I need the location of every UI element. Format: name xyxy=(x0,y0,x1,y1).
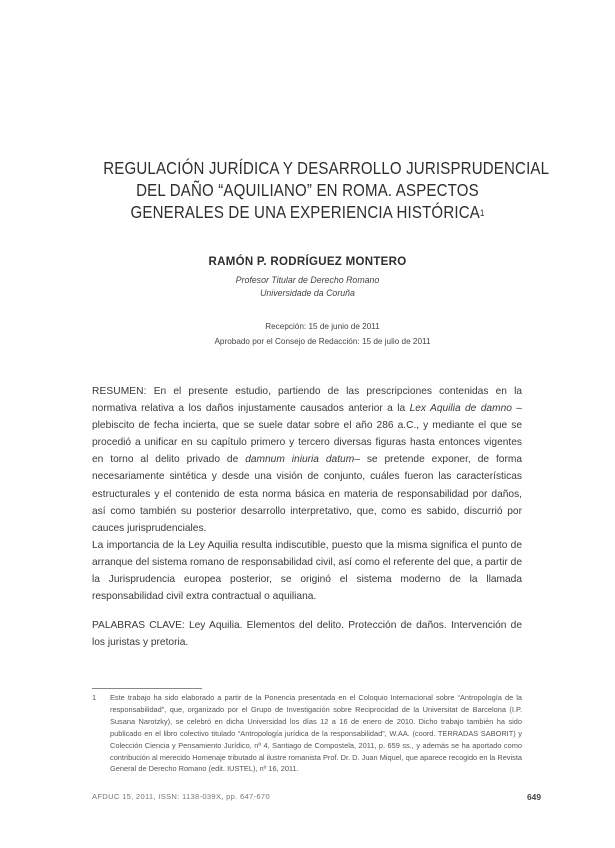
title-line-3 xyxy=(103,201,512,223)
title-line-3-text: GENERALES DE UNA EXPERIENCIA HISTÓRICA xyxy=(130,202,480,222)
author-position: Profesor Titular de Derecho Romano xyxy=(235,275,380,285)
received-date: Recepción: 15 de junio de 2011 xyxy=(265,322,380,331)
abstract-text-c: – se pretende exponer, de forma necesariamente sintética y desde una visión de conjunto, cuáles fueron las características estructurales y el contenido de esta norma básica en materia de responsabilidad por daños, así como también su posterior desarrollo interpretativo, que, como es sabido, discurrió por cauces jurisprudenciales. xyxy=(92,454,522,534)
author-name: RAMÓN P. RODRÍGUEZ MONTERO xyxy=(208,256,407,268)
article-dates xyxy=(0,320,615,349)
author-affiliation xyxy=(0,274,615,300)
approved-date: Aprobado por el Consejo de Redacción: 15 de julio de 2011 xyxy=(214,336,431,346)
abstract xyxy=(92,383,522,605)
title-line-2: DEL DAÑO “AQUILIANO” EN ROMA. ASPECTOS xyxy=(136,180,479,200)
keywords-text: Ley Aquilia. Elementos del delito. Protección de daños. Intervención de los juristas y pretoria. xyxy=(92,620,523,649)
abstract-paragraph-1 xyxy=(92,383,522,537)
footnote-divider xyxy=(92,688,202,689)
abstract-text-a: En el presente estudio, partiendo de las prescripciones contenidas en la normativa relativa a los daños injustamente causados anterior a la xyxy=(92,386,522,415)
title-line-1: REGULACIÓN JURÍDICA Y DESARROLLO JURISPRUDENCIAL xyxy=(103,158,550,178)
keywords xyxy=(92,617,522,651)
journal-citation: AFDUC 15, 2011, ISSN: 1138-039X, pp. 647-670 xyxy=(92,792,270,801)
footnote-text: Este trabajo ha sido elaborado a partir de la Ponencia presentada en el Coloquio Internacional sobre “Antropología de la responsabilidad”, que, organizado por el Grupo de Investigación sobre Reciprocidad de la Universitat de Barcelona (I.P. Susana Narotzky), se celebró en dicha Universidad los días 12 a 16 de enero de 2010. Dicho trabajo también ha sido publicado en el libro colectivo titulado “Antropología jurídica de la responsabilidad”, W.AA. (coord. TERRADAS SABORIT) y Colección Ciencia y Pensamiento Jurídico, nº 4, Santiago de Compostela, 2011, p. 659 ss., y además se ha aportado como contribución al merecido Homenaje tributado al ilustre romanista Prof. Dr. D. Juan Miquel, que aparece recogido en la Revista General de Derecho Romano (edit. IUSTEL), nº 16, 2011. xyxy=(110,693,522,774)
footnote xyxy=(92,692,522,775)
abstract-paragraph-2: La importancia de la Ley Aquilia resulta indiscutible, puesto que la misma significa el punto de arranque del sistema romano de responsabilidad civil, así como el referente del que, a partir de la Jurisprudencia europea posterior, se originó el sistema moderno de la llamada responsabilidad civil extra contractual o aquiliana. xyxy=(92,539,522,603)
author-institution: Universidade da Coruña xyxy=(260,288,355,298)
article-title xyxy=(103,157,550,223)
keywords-label: PALABRAS CLAVE: xyxy=(92,620,185,631)
title-footnote-mark[interactable]: 1 xyxy=(479,208,485,218)
abstract-label: RESUMEN: xyxy=(92,386,147,397)
abstract-text-b: –plebiscito de fecha incierta, que se suele datar sobre el año 286 a.C., y mediante el que se procedió a unificar en su capítulo primero y tercero diversas figuras hasta entonces vigentes en torno al delito privado de xyxy=(92,403,522,466)
footnote-number: 1 xyxy=(92,693,97,702)
page-number: 649 xyxy=(527,792,541,802)
abstract-italic-lex-aquilia: Lex Aquilia de damno xyxy=(409,403,512,415)
abstract-italic-damnum: damnum iniuria datum xyxy=(245,454,355,466)
